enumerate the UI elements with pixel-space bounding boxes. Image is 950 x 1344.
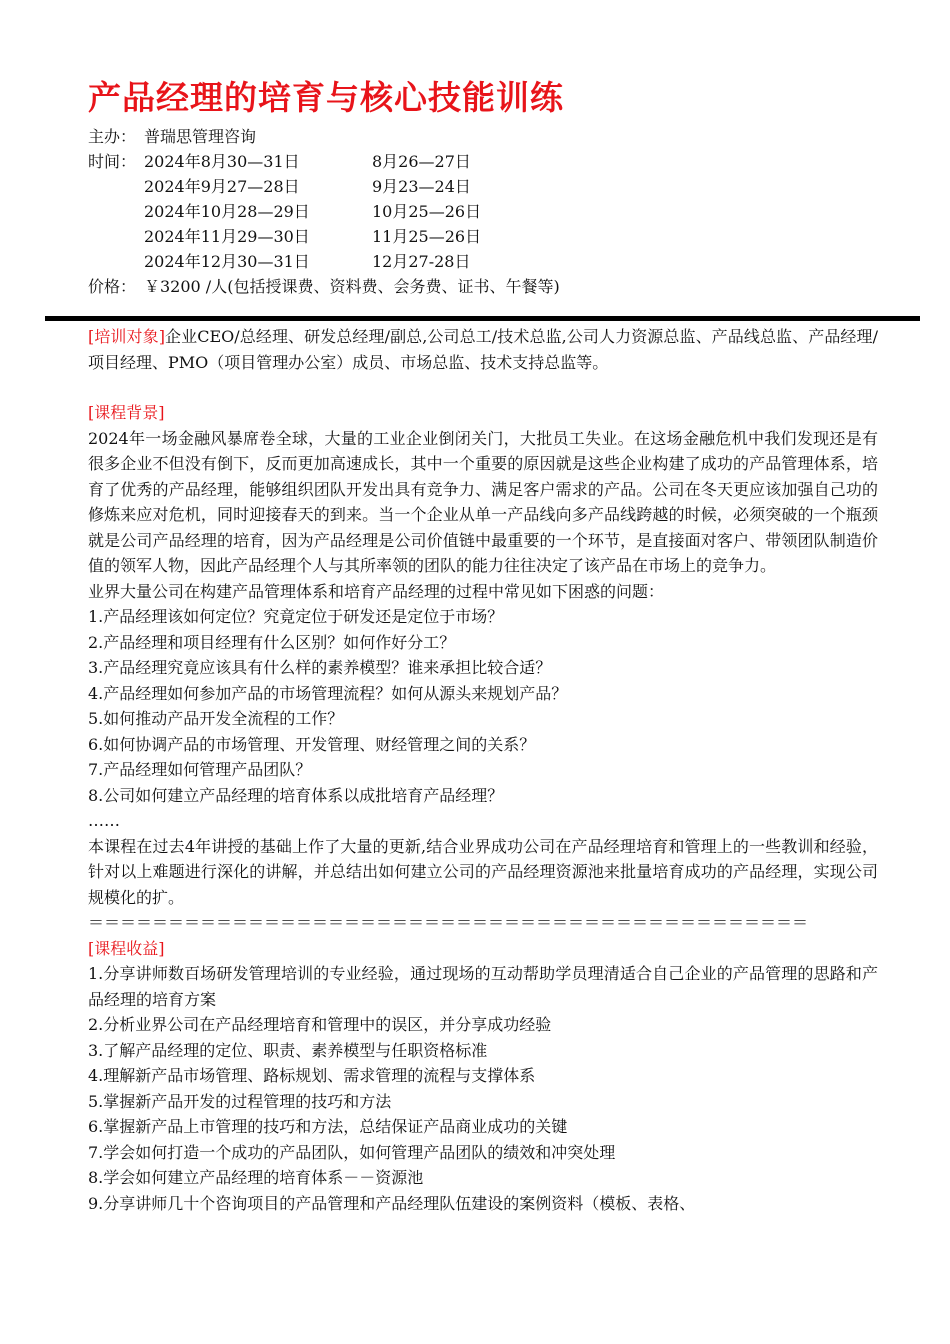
benefit-item: 1.分享讲师数百场研发管理培训的专业经验，通过现场的互动帮助学员理清适合自己企业的产品管理的思路和产品经理的培育方案: [88, 964, 878, 1009]
benefit-item: 9.分享讲师几十个咨询项目的产品管理和产品经理队伍建设的案例资料（模板、表格、: [88, 1193, 696, 1213]
benefit-item: 8.学会如何建立产品经理的培育体系－－资源池: [88, 1168, 424, 1187]
ellipsis: ……: [88, 811, 120, 830]
course-info: [88, 124, 888, 299]
question-item: 2.产品经理和项目经理有什么区别？如何作好分工？: [88, 632, 456, 652]
course-content: [88, 324, 878, 1216]
schedule-row: [88, 149, 888, 174]
benefit-item: 6.掌握新产品上市管理的技巧和方法，总结保证产品商业成功的关键: [88, 1117, 568, 1136]
section-divider-rule: [45, 316, 920, 321]
question-item: 6.如何协调产品的市场管理、开发管理、财经管理之间的关系？: [88, 734, 536, 754]
background-heading: [课程背景]: [88, 403, 165, 422]
schedule-date-alternate: 9月23—24日: [372, 177, 471, 196]
schedule-row: [88, 224, 888, 249]
schedule-row: [88, 199, 888, 224]
price-row: [88, 274, 888, 299]
schedule-date-alternate: 12月27-28日: [372, 252, 471, 271]
schedule-date-alternate: 11月25—26日: [372, 227, 482, 246]
schedule-date-primary: 2024年8月30—31日: [144, 152, 300, 171]
benefit-item: 2.分析业界公司在产品经理培育和管理中的误区，并分享成功经验: [88, 1015, 552, 1034]
organizer-value: 普瑞思管理咨询: [144, 127, 257, 146]
background-intro: 业界大量公司在构建产品管理体系和培育产品经理的过程中常见如下困惑的问题：: [88, 581, 665, 601]
page-title: 产品经理的培育与核心技能训练: [88, 78, 564, 117]
question-item: 5.如何推动产品开发全流程的工作？: [88, 709, 344, 728]
benefit-item: 4.理解新产品市场管理、路标规划、需求管理的流程与支撑体系: [88, 1066, 536, 1085]
audience-section: [88, 324, 878, 375]
schedule-date-primary: 2024年10月28—29日: [144, 202, 310, 221]
price-value: ￥3200 /人(包括授课费、资料费、会务费、证书、午餐等): [144, 277, 560, 296]
background-paragraph: 2024年一场金融风暴席卷全球，大量的工业企业倒闭关门，大批员工失业。在这场金融危机中我们发现还是有很多企业不但没有倒下，反而更加高速成长，其中一个重要的原因就是这些企业构建了成功的产品管理体系，培育了优秀的产品经理，能够组织团队开发出具有竞争力、满足客户需求的产品。公司在冬天更应该加强自己功的修炼来应对危机，同时迎接春天的到来。当一个企业从单一产品线向多产品线跨越的时候，必须突破的一个瓶颈就是公司产品经理的培育，因为产品经理是公司价值链中最重要的一个环节，是直接面对客户、带领团队制造价值的领军人物，因此产品经理个人与其所率领的团队的能力往往决定了该产品在市场上的竞争力。: [88, 428, 878, 575]
double-line-separator: ＝＝＝＝＝＝＝＝＝＝＝＝＝＝＝＝＝＝＝＝＝＝＝＝＝＝＝＝＝＝＝＝＝＝＝＝＝＝＝＝＝＝＝＝＝: [88, 913, 809, 932]
question-item: 7.产品经理如何管理产品团队？: [88, 760, 312, 779]
audience-text: 企业CEO/总经理、研发总经理/副总,公司总工/技术总监,公司人力资源总监、产品线总监、产品经理/项目经理、PMO（项目管理办公室）成员、市场总监、技术支持总监等。: [88, 327, 878, 372]
audience-heading: [培训对象]: [88, 327, 165, 346]
question-item: 3.产品经理究竟应该具有什么样的素养模型？谁来承担比较合适？: [88, 658, 552, 677]
question-item: 1.产品经理该如何定位？究竟定位于研发还是定位于市场？: [88, 607, 504, 626]
background-conclusion: 本课程在过去4年讲授的基础上作了大量的更新,结合业界成功公司在产品经理培育和管理上的一些教训和经验，针对以上难题进行深化的讲解，并总结出如何建立公司的产品经理资源池来批量培育成功的产品经理，实现公司规模化的扩。: [88, 836, 878, 907]
schedule-row: [88, 174, 888, 199]
schedule-date-primary: 2024年12月30—31日: [144, 252, 310, 271]
schedule-label: 时间：: [88, 152, 137, 171]
question-item: 4.产品经理如何参加产品的市场管理流程？如何从源头来规划产品？: [88, 683, 568, 703]
question-item: 8.公司如何建立产品经理的培育体系以成批培育产品经理？: [88, 785, 504, 805]
benefit-item: 3.了解产品经理的定位、职责、素养模型与任职资格标准: [88, 1040, 488, 1060]
organizer-row: [88, 124, 888, 149]
schedule-date-alternate: 8月26—27日: [372, 152, 471, 171]
benefits-heading: [课程收益]: [88, 938, 165, 958]
schedule-date-primary: 2024年11月29—30日: [144, 227, 310, 246]
schedule-row: [88, 249, 888, 274]
spacer: [88, 375, 878, 400]
schedule-date-alternate: 10月25—26日: [372, 202, 482, 221]
schedule-date-primary: 2024年9月27—28日: [144, 177, 300, 196]
price-label: 价格：: [88, 277, 137, 296]
benefit-item: 7.学会如何打造一个成功的产品团队，如何管理产品团队的绩效和冲突处理: [88, 1142, 616, 1162]
organizer-label: 主办：: [88, 127, 137, 146]
benefit-item: 5.掌握新产品开发的过程管理的技巧和方法: [88, 1091, 392, 1111]
